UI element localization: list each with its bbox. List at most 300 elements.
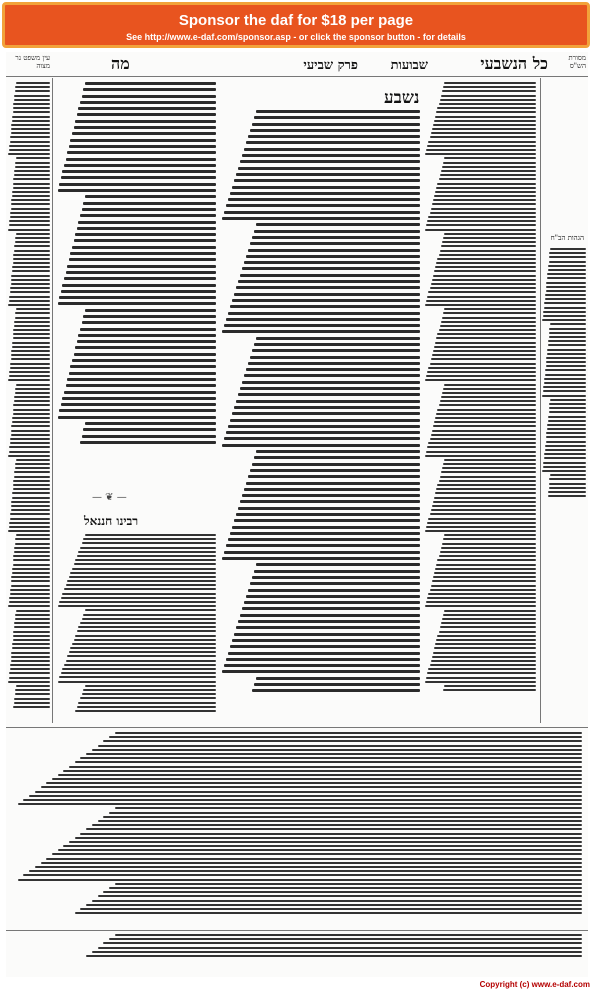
- text-line: [236, 400, 420, 403]
- text-line: [74, 563, 216, 565]
- text-line: [12, 266, 50, 268]
- tosafot-upper: [56, 82, 216, 464]
- text-line: [85, 534, 216, 536]
- text-line: [109, 812, 582, 814]
- right-margin-divider: [540, 78, 541, 723]
- text-line: [67, 151, 216, 154]
- text-line: [59, 409, 216, 412]
- text-line: [436, 337, 536, 339]
- text-line: [428, 141, 536, 143]
- text-line: [70, 647, 216, 649]
- text-line: [75, 635, 216, 637]
- text-line: [430, 438, 536, 440]
- rabbeinu-chananel-label: רבינו חננאל: [84, 514, 139, 528]
- text-line: [78, 221, 216, 224]
- text-line: [109, 938, 582, 940]
- text-line: [18, 879, 582, 881]
- text-line: [547, 277, 586, 279]
- text-line: [12, 342, 50, 344]
- text-line: [433, 501, 536, 503]
- text-line: [236, 173, 420, 176]
- text-line: [425, 681, 536, 683]
- text-line: [63, 770, 582, 772]
- text-line: [444, 233, 536, 235]
- text-line: [439, 555, 536, 557]
- text-line: [427, 522, 536, 524]
- text-line: [80, 101, 216, 104]
- text-line: [14, 551, 50, 553]
- text-line: [10, 367, 50, 369]
- text-line: [439, 103, 536, 105]
- sponsor-banner[interactable]: [2, 2, 590, 48]
- text-line: [14, 174, 50, 176]
- text-line: [9, 601, 50, 603]
- text-line: [16, 685, 50, 687]
- text-line: [103, 816, 582, 818]
- text-line: [77, 706, 216, 708]
- text-line: [437, 107, 536, 109]
- text-line: [98, 947, 583, 949]
- text-line: [436, 488, 536, 490]
- text-line: [14, 250, 50, 252]
- text-line: [9, 300, 50, 302]
- text-line: [442, 467, 536, 469]
- text-line: [240, 160, 420, 163]
- text-line: [436, 564, 536, 566]
- text-line: [75, 710, 216, 712]
- text-line: [430, 589, 536, 591]
- text-line: [78, 551, 216, 553]
- text-line: [12, 647, 50, 649]
- text-line: [441, 547, 536, 549]
- text-line: [442, 166, 536, 168]
- text-line: [11, 132, 50, 134]
- text-line: [11, 354, 50, 356]
- text-line: [425, 379, 536, 381]
- text-line: [545, 449, 586, 451]
- text-line: [443, 312, 536, 314]
- text-line: [430, 212, 536, 214]
- text-line: [59, 183, 216, 186]
- text-line: [228, 425, 420, 428]
- header-tractate: שבועות: [390, 58, 428, 73]
- text-line: [246, 255, 420, 258]
- text-line: [83, 315, 216, 318]
- text-line: [70, 252, 216, 255]
- text-line: [66, 660, 216, 662]
- text-line: [224, 211, 420, 214]
- text-line: [9, 375, 50, 377]
- text-line: [15, 618, 50, 620]
- left-margin-divider: [52, 78, 53, 723]
- text-line: [546, 441, 586, 443]
- text-line: [431, 660, 536, 662]
- text-line: [426, 526, 536, 528]
- text-line: [23, 799, 582, 801]
- text-line: [69, 145, 216, 148]
- text-line: [436, 111, 536, 113]
- text-line: [430, 513, 536, 515]
- text-line: [439, 631, 536, 633]
- text-line: [444, 82, 536, 84]
- text-line: [427, 597, 536, 599]
- text-line: [434, 647, 536, 649]
- text-line: [10, 291, 50, 293]
- text-line: [92, 951, 582, 953]
- gemara-opening-word: נשבע: [384, 88, 420, 108]
- text-line: [434, 497, 536, 499]
- text-line: [443, 388, 536, 390]
- text-line: [75, 559, 216, 561]
- header-perek: פרק שביעי: [303, 58, 358, 73]
- text-line: [226, 544, 420, 547]
- text-line: [430, 664, 536, 666]
- text-line: [72, 132, 216, 135]
- text-line: [436, 187, 536, 189]
- text-line: [52, 853, 582, 855]
- text-line: [549, 256, 586, 258]
- text-line: [80, 757, 582, 759]
- text-line: [11, 430, 50, 432]
- text-line: [14, 476, 50, 478]
- text-line: [77, 630, 216, 632]
- text-line: [236, 513, 420, 516]
- text-line: [548, 495, 586, 497]
- text-line: [232, 186, 420, 189]
- text-line: [77, 113, 216, 116]
- text-line: [61, 176, 216, 179]
- text-line: [77, 555, 216, 557]
- ornament: — ❦ —: [92, 492, 127, 503]
- text-line: [16, 82, 50, 84]
- text-line: [15, 241, 50, 243]
- text-line: [437, 258, 536, 260]
- text-line: [14, 626, 50, 628]
- text-line: [15, 543, 50, 545]
- text-line: [16, 459, 50, 461]
- text-line: [440, 400, 536, 402]
- text-line: [80, 441, 216, 444]
- text-line: [244, 261, 420, 264]
- text-line: [543, 390, 586, 392]
- text-line: [13, 254, 50, 256]
- text-line: [13, 258, 50, 260]
- text-line: [250, 242, 420, 245]
- text-line: [435, 643, 536, 645]
- text-line: [425, 605, 536, 607]
- text-line: [222, 444, 420, 447]
- text-line: [92, 824, 582, 826]
- text-line: [14, 400, 50, 402]
- text-line: [10, 136, 50, 138]
- text-line: [13, 555, 50, 557]
- text-line: [543, 466, 586, 468]
- text-line: [548, 420, 586, 422]
- text-line: [549, 261, 586, 263]
- text-line: [435, 191, 536, 193]
- text-line: [443, 614, 536, 616]
- text-line: [439, 254, 536, 256]
- text-line: [69, 841, 582, 843]
- text-line: [542, 470, 586, 472]
- text-line: [35, 791, 582, 793]
- text-line: [244, 488, 420, 491]
- text-line: [10, 513, 50, 515]
- text-line: [14, 170, 50, 172]
- text-line: [542, 395, 586, 397]
- text-line: [83, 88, 216, 91]
- text-line: [11, 434, 50, 436]
- text-line: [67, 655, 216, 657]
- text-line: [442, 392, 536, 394]
- text-line: [544, 457, 586, 459]
- copyright-link[interactable]: Copyright (c) www.e-daf.com: [479, 980, 590, 989]
- text-line: [426, 677, 536, 679]
- text-line: [58, 681, 216, 683]
- text-line: [428, 593, 536, 595]
- text-line: [8, 681, 50, 683]
- text-line: [544, 382, 586, 384]
- text-line: [244, 601, 420, 604]
- text-line: [234, 293, 420, 296]
- text-line: [10, 518, 50, 520]
- text-line: [13, 488, 50, 490]
- text-line: [9, 220, 50, 222]
- text-line: [72, 643, 216, 645]
- text-line: [9, 296, 50, 298]
- text-line: [426, 601, 536, 603]
- text-line: [240, 614, 420, 617]
- text-line: [224, 324, 420, 327]
- text-line: [64, 588, 216, 590]
- text-line: [435, 266, 536, 268]
- text-line: [11, 199, 50, 201]
- text-line: [62, 170, 216, 173]
- footnotes-block: [12, 732, 582, 926]
- text-line: [544, 453, 586, 455]
- text-line: [432, 505, 536, 507]
- text-line: [69, 576, 216, 578]
- text-line: [543, 315, 586, 317]
- text-line: [548, 416, 586, 418]
- text-line: [240, 387, 420, 390]
- text-line: [13, 337, 50, 339]
- text-line: [13, 564, 50, 566]
- text-line: [12, 568, 50, 570]
- text-line: [440, 174, 536, 176]
- text-line: [549, 252, 586, 254]
- text-line: [9, 522, 50, 524]
- text-line: [11, 275, 50, 277]
- rashi-column: [424, 82, 536, 722]
- text-line: [46, 858, 582, 860]
- text-line: [83, 428, 216, 431]
- text-line: [15, 90, 50, 92]
- text-line: [12, 270, 50, 272]
- text-line: [440, 250, 536, 252]
- text-line: [232, 639, 420, 642]
- text-line: [444, 384, 536, 386]
- text-line: [18, 803, 582, 805]
- text-line: [78, 107, 216, 110]
- text-line: [80, 547, 216, 549]
- text-line: [82, 542, 216, 544]
- text-line: [16, 534, 50, 536]
- text-line: [69, 258, 216, 261]
- text-line: [439, 404, 536, 406]
- text-line: [546, 436, 586, 438]
- text-line: [545, 374, 586, 376]
- text-line: [80, 697, 216, 699]
- text-line: [434, 195, 536, 197]
- text-line: [13, 178, 50, 180]
- text-line: [10, 438, 50, 440]
- text-line: [252, 123, 420, 126]
- text-line: [15, 693, 50, 695]
- text-line: [13, 333, 50, 335]
- text-line: [58, 189, 216, 192]
- text-line: [441, 321, 536, 323]
- text-line: [546, 357, 586, 359]
- text-line: [98, 895, 583, 897]
- header-rule: [6, 76, 588, 77]
- text-line: [256, 223, 420, 226]
- gemara-column: [220, 110, 420, 722]
- text-line: [254, 116, 420, 119]
- text-line: [13, 329, 50, 331]
- text-line: [15, 312, 50, 314]
- text-line: [427, 371, 536, 373]
- text-line: [443, 237, 536, 239]
- text-line: [222, 217, 420, 220]
- text-line: [13, 480, 50, 482]
- text-line: [11, 425, 50, 427]
- text-line: [443, 538, 536, 540]
- text-line: [433, 124, 536, 126]
- text-line: [228, 652, 420, 655]
- text-line: [242, 267, 420, 270]
- text-line: [425, 455, 536, 457]
- text-line: [252, 463, 420, 466]
- text-line: [78, 626, 216, 628]
- text-line: [248, 475, 420, 478]
- text-line: [75, 346, 216, 349]
- text-line: [62, 668, 216, 670]
- text-line: [430, 136, 536, 138]
- text-line: [15, 237, 50, 239]
- text-line: [250, 469, 420, 472]
- text-line: [442, 618, 536, 620]
- text-line: [15, 388, 50, 390]
- text-line: [9, 451, 50, 453]
- text-line: [13, 631, 50, 633]
- text-line: [444, 459, 536, 461]
- text-line: [11, 580, 50, 582]
- text-line: [15, 614, 50, 616]
- text-line: [11, 509, 50, 511]
- text-line: [442, 543, 536, 545]
- text-line: [230, 192, 420, 195]
- text-line: [433, 425, 536, 427]
- text-line: [250, 129, 420, 132]
- text-line: [428, 367, 536, 369]
- text-line: [82, 693, 216, 695]
- text-line: [58, 774, 582, 776]
- text-line: [432, 656, 536, 658]
- text-line: [74, 639, 216, 641]
- text-line: [12, 195, 50, 197]
- text-line: [64, 164, 216, 167]
- text-line: [549, 478, 586, 480]
- text-line: [242, 381, 420, 384]
- text-line: [437, 333, 536, 335]
- text-line: [440, 551, 536, 553]
- text-line: [550, 399, 586, 401]
- text-line: [545, 369, 586, 371]
- text-line: [61, 597, 216, 599]
- sponsor-title: Sponsor the daf for $18 per page: [178, 12, 414, 29]
- text-line: [82, 95, 216, 98]
- text-line: [15, 166, 50, 168]
- text-line: [59, 296, 216, 299]
- text-line: [426, 375, 536, 377]
- ein-mishpat-column: [8, 82, 50, 722]
- text-line: [61, 403, 216, 406]
- text-line: [546, 365, 586, 367]
- text-line: [109, 887, 582, 889]
- text-line: [431, 283, 536, 285]
- text-line: [92, 749, 582, 751]
- text-line: [436, 262, 536, 264]
- text-line: [61, 672, 216, 674]
- text-line: [9, 672, 50, 674]
- text-line: [62, 593, 216, 595]
- text-line: [85, 309, 216, 312]
- text-line: [12, 346, 50, 348]
- text-line: [222, 670, 420, 673]
- text-line: [234, 406, 420, 409]
- text-line: [85, 609, 216, 611]
- text-line: [426, 149, 536, 151]
- text-line: [82, 321, 216, 324]
- text-line: [444, 534, 536, 536]
- text-line: [15, 463, 50, 465]
- text-line: [547, 424, 586, 426]
- text-line: [58, 416, 216, 419]
- text-line: [16, 157, 50, 159]
- text-line: [58, 849, 582, 851]
- text-line: [9, 224, 50, 226]
- text-line: [252, 689, 420, 692]
- text-line: [443, 689, 536, 691]
- text-line: [103, 891, 582, 893]
- text-line: [443, 86, 536, 88]
- text-line: [10, 664, 50, 666]
- text-line: [434, 120, 536, 122]
- text-line: [67, 378, 216, 381]
- text-line: [436, 413, 536, 415]
- text-line: [63, 845, 582, 847]
- text-line: [437, 409, 536, 411]
- text-line: [41, 862, 583, 864]
- text-line: [11, 283, 50, 285]
- sponsor-subtitle[interactable]: See http://www.e-daf.com/sponsor.asp - or click the sponsor button - for details: [126, 32, 466, 42]
- text-line: [252, 349, 420, 352]
- text-line: [444, 308, 536, 310]
- text-line: [427, 446, 536, 448]
- text-line: [12, 492, 50, 494]
- text-line: [426, 224, 536, 226]
